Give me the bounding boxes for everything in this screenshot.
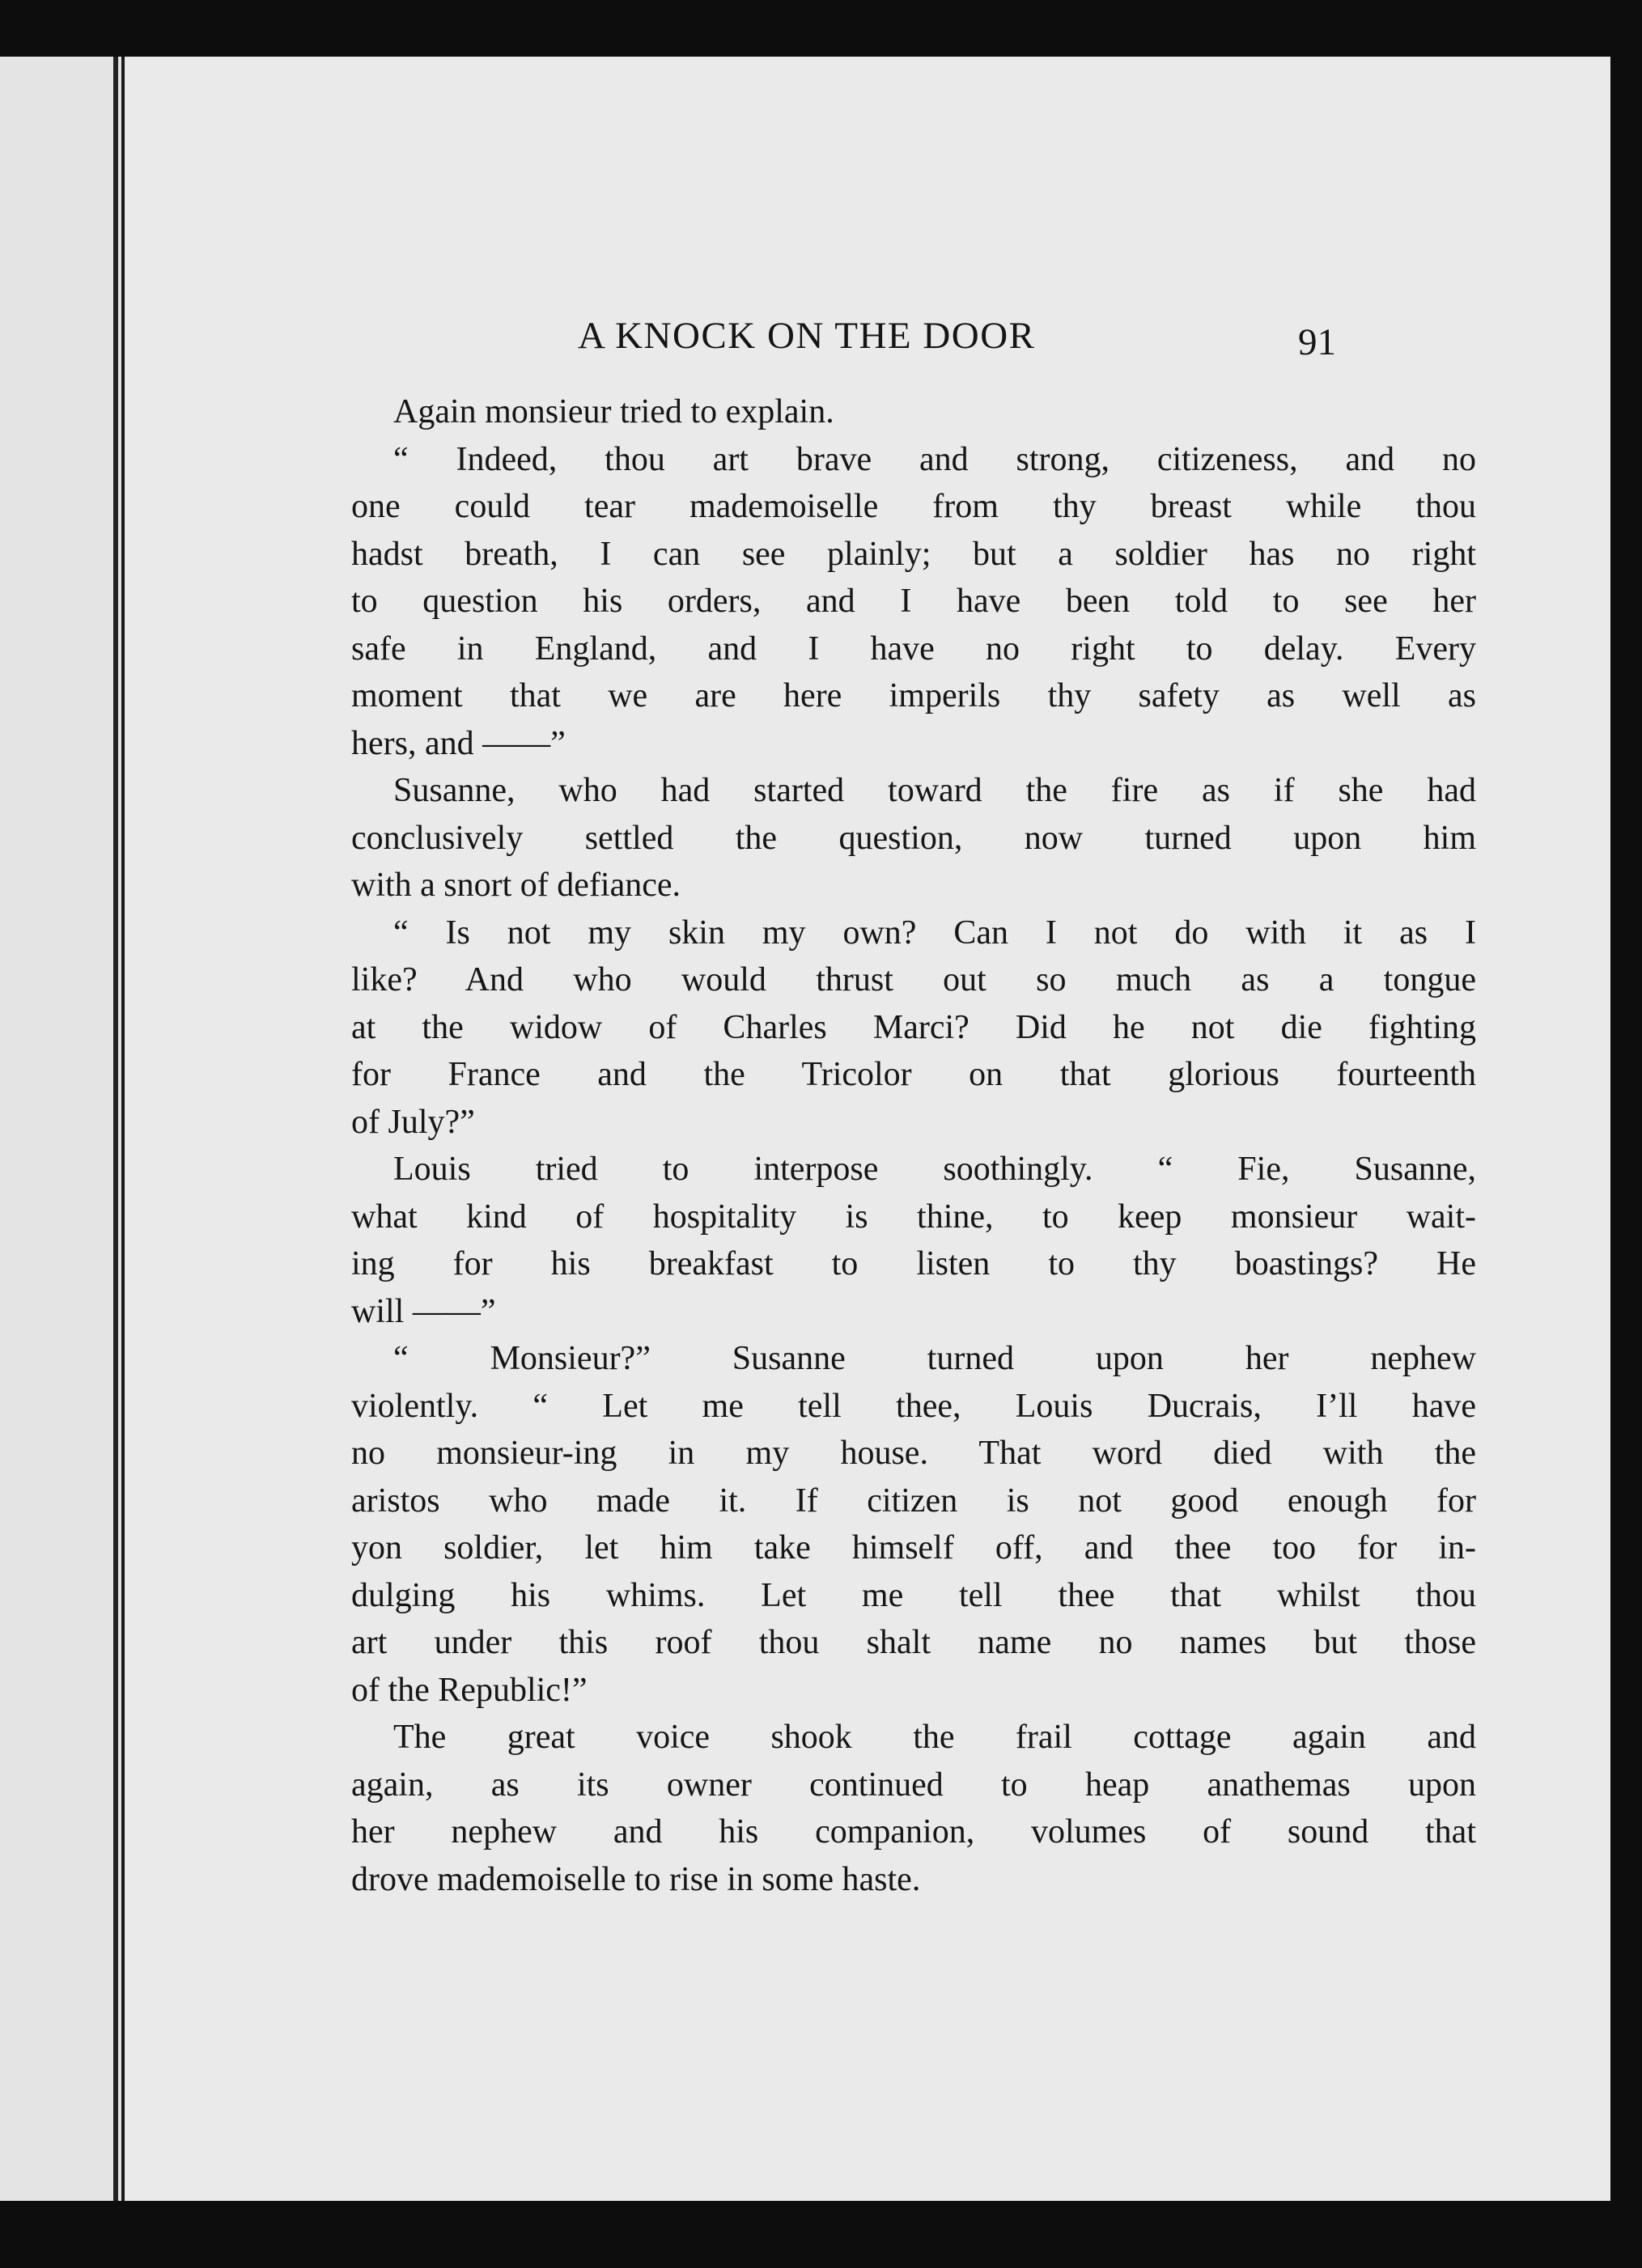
text-line: for France and the Tricolor on that glorious fourteenth [351, 1056, 1476, 1093]
text-line: again, as its owner continued to heap anathemas upon [351, 1766, 1476, 1804]
text-line: yon soldier, let him take himself off, and thee too for in- [351, 1529, 1476, 1566]
text-line: “ Monsieur?” Susanne turned upon her nephew [393, 1340, 1476, 1377]
text-line: “ Indeed, thou art brave and strong, citizeness, and no [393, 440, 1476, 478]
text-line: hers, and ——” [351, 724, 566, 762]
text-line: no monsieur-ing in my house. That word died with the [351, 1435, 1476, 1472]
text-line: dulging his whims. Let me tell thee that whilst thou [351, 1576, 1476, 1614]
text-line: of July?” [351, 1103, 475, 1141]
running-head [125, 314, 1610, 371]
text-line: of the Republic!” [351, 1671, 588, 1709]
text-line: to question his orders, and I have been told to see her [351, 583, 1476, 620]
book-page [121, 57, 1610, 2201]
text-line: violently. “ Let me tell thee, Louis Ducrais, I’ll have [351, 1387, 1476, 1425]
text-line: ing for his breakfast to listen to thy boastings? He [351, 1245, 1476, 1282]
text-line: like? And who would thrust out so much as a tongue [351, 961, 1476, 998]
text-line: will ——” [351, 1292, 496, 1330]
text-line: one could tear mademoiselle from thy breast while thou [351, 488, 1476, 525]
text-line: at the widow of Charles Marci? Did he not die fighting [351, 1008, 1476, 1046]
text-line: moment that we are here imperils thy safety as well as [351, 677, 1476, 714]
text-line: her nephew and his companion, volumes of sound that [351, 1813, 1476, 1850]
body-text [351, 388, 1476, 1903]
text-line: what kind of hospitality is thine, to keep monsieur wait- [351, 1198, 1476, 1236]
gutter-shadow [113, 57, 118, 2201]
text-line: art under this roof thou shalt name no names but those [351, 1624, 1476, 1661]
text-line: safe in England, and I have no right to delay. Every [351, 630, 1476, 668]
facing-page-edge [0, 57, 121, 2201]
text-line: Louis tried to interpose soothingly. “ Fie, Susanne, [393, 1151, 1476, 1188]
text-line: Again monsieur tried to explain. [393, 393, 834, 430]
text-line: conclusively settled the question, now turned upon him [351, 819, 1476, 857]
text-line: The great voice shook the frail cottage again and [393, 1719, 1476, 1756]
running-title: A KNOCK ON THE DOOR [578, 315, 1036, 357]
text-line: Susanne, who had started toward the fire as if she had [393, 772, 1476, 809]
text-line: with a snort of defiance. [351, 867, 681, 904]
text-line: hadst breath, I can see plainly; but a soldier has no right [351, 535, 1476, 573]
text-line: “ Is not my skin my own? Can I not do with it as I [393, 914, 1476, 952]
text-line: drove mademoiselle to rise in some haste. [351, 1860, 921, 1898]
page-number: 91 [1298, 321, 1336, 363]
text-line: aristos who made it. If citizen is not good enough for [351, 1482, 1476, 1520]
